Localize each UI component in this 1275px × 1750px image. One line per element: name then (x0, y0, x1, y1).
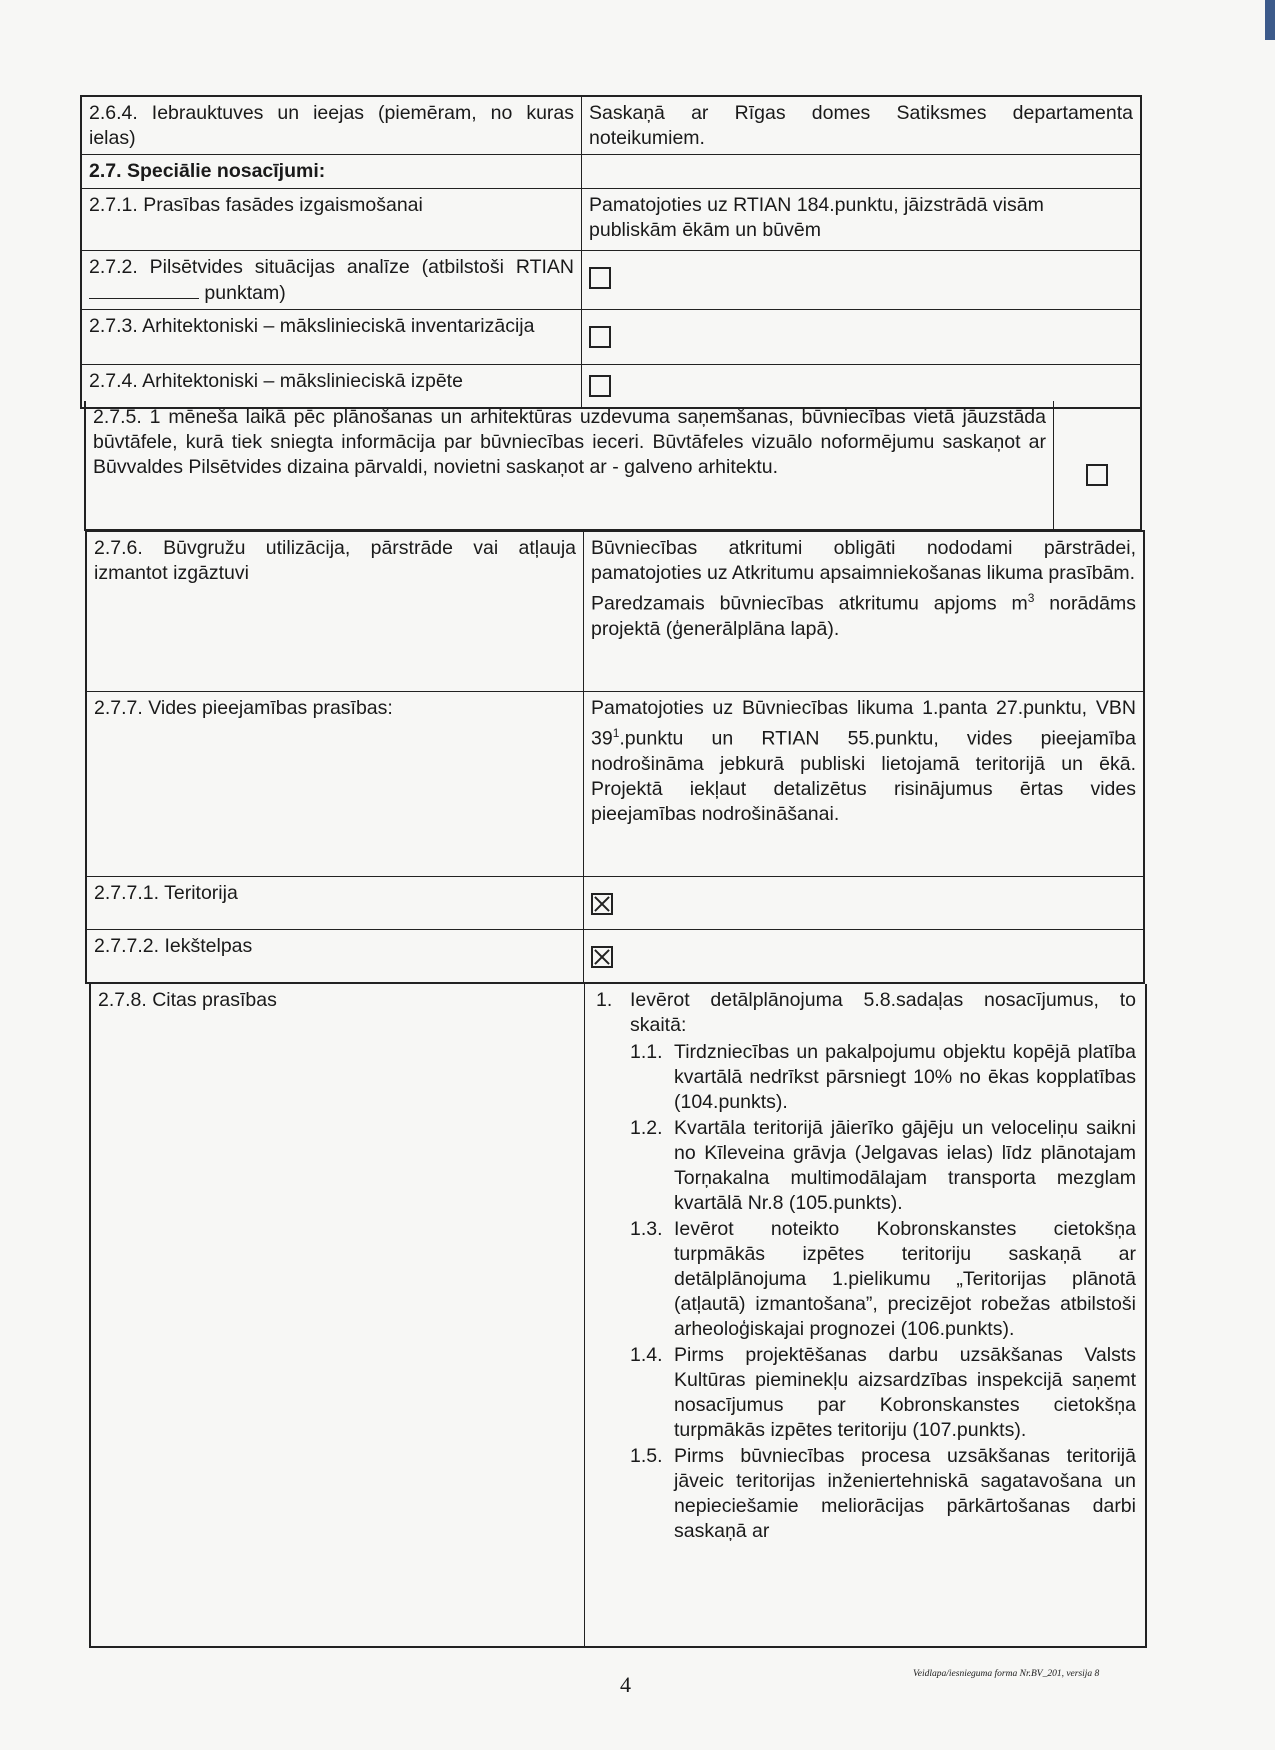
table-row-2-7-2 (82, 251, 1141, 310)
table-row-2-6-4 (82, 97, 1141, 155)
blank-line (89, 280, 199, 299)
table-row-2-7-7-2 (87, 930, 1144, 983)
sub-list-number: 1.4. (630, 1344, 663, 1366)
table-row-2-7-7 (87, 692, 1144, 877)
superscript: 1 (612, 726, 620, 740)
row-value (582, 310, 1141, 365)
value-text-cont: norādāms projektā (ģenerālplāna lapā). (591, 592, 1136, 640)
row-label: 2.7.6. Būvgružu utilizācija, pārstrāde vai atļauja izmantot izgāztuvi (87, 532, 584, 692)
table-row-2-7-6 (87, 532, 1144, 692)
section-heading (82, 155, 582, 189)
sub-list-number: 1.2. (630, 1117, 663, 1139)
row-value (582, 251, 1141, 310)
sub-list-item (630, 1116, 1136, 1216)
table-part-3 (85, 530, 1145, 984)
value-paragraph-1: Būvniecības atkritumi obligāti nododami pārstrādei, pamatojoties uz Atkritumu apsaimniekošanas likuma prasībām. (591, 537, 1136, 584)
table-part-2 (84, 401, 1142, 531)
table-row-2-7-8 (91, 984, 1146, 1647)
sub-list-text: Pirms projektēšanas darbu uzsākšanas Valsts Kultūras pieminekļu aizsardzības inspekcijā saņemt nosacījumus par Kobronskanstes cietokšņa turpmākās izpētes teritoriju (107.punkts). (674, 1344, 1136, 1441)
sub-list-item (630, 1444, 1136, 1544)
table-row-2-7-5 (86, 401, 1141, 529)
page-number: 4 (620, 1672, 631, 1697)
checkbox-checked[interactable] (591, 893, 613, 915)
sub-list-item (630, 1217, 1136, 1342)
list-item (596, 988, 1136, 1544)
row-label: 2.7.7.1. Teritorija (87, 877, 584, 930)
value-paragraph-2 (591, 586, 1136, 642)
form-reference: Veidlapa/iesnieguma forma Nr.BV_201, versija 8 (913, 1669, 1100, 1679)
table-row-2-7 (82, 155, 1141, 189)
value-text-cont: .punktu un RTIAN 55.punktu, vides pieejamība nodrošināma jebkurā publiski lietojamā teritorijā un ēkā. Projektā iekļaut detalizētus risinājumus ērtas vides pieejamības nodrošināšanai. (591, 727, 1136, 825)
row-label: 2.7.7. Vides pieejamības prasības: (87, 692, 584, 877)
row-label: 2.7.1. Prasības fasādes izgaismošanai (82, 189, 582, 251)
row-value (584, 532, 1144, 692)
table-row-2-7-7-1 (87, 877, 1144, 930)
table-row-2-7-1 (82, 189, 1141, 251)
checkbox[interactable] (589, 326, 611, 348)
sub-list (630, 1040, 1136, 1544)
list-number: 1. (596, 989, 613, 1011)
row-label: 2.7.5. 1 mēneša laikā pēc plānošanas un arhitektūras uzdevuma saņemšanas, būvniecības vietā jāuzstāda būvtāfele, kurā tiek sniegta informācija par būvniecības ieceri. Būvtāfeles vizuālo noformējumu saskaņot ar Būvvaldes Pilsētvides dizaina pārvaldi, novietni saskaņot ar - galveno arhitektu. (86, 401, 1054, 529)
row-value-empty (582, 155, 1141, 189)
table-part-4 (89, 984, 1147, 1648)
row-label: 2.6.4. Iebrauktuves un ieejas (piemēram, no kuras ielas) (82, 97, 582, 155)
sub-list-number: 1.5. (630, 1445, 663, 1467)
row-label (82, 251, 582, 310)
value-text: Paredzamais būvniecības atkritumu apjoms m (591, 592, 1028, 615)
row-value (584, 930, 1144, 983)
sub-list-number: 1.3. (630, 1218, 663, 1240)
table-row-2-7-3 (82, 310, 1141, 365)
checkbox-checked[interactable] (591, 946, 613, 968)
table-part-1 (80, 95, 1142, 409)
sub-list-text: Tirdzniecības un pakalpojumu objektu kopējā platība kvartālā nedrīkst pārsniegt 10% no ēkas kopplatības (104.punkts). (674, 1041, 1136, 1113)
row-value (1054, 401, 1141, 529)
sub-list-text: Kvartāla teritorijā jāierīko gājēju un veloceliņu saikni no Kīleveina grāvja (Jelgavas ielas) līdz plānotajam Torņakalna multimodālajam transporta mezglam kvartālā Nr.8 (105.punkts). (674, 1117, 1136, 1214)
superscript: 3 (1027, 591, 1035, 605)
list-item-text: Ievērot detālplānojuma 5.8.sadaļas nosacījumus, to skaitā: (630, 989, 1136, 1036)
row-value: Saskaņā ar Rīgas domes Satiksmes departamenta noteikumiem. (582, 97, 1141, 155)
row-value: Pamatojoties uz RTIAN 184.punktu, jāizstrādā visām publiskām ēkām un būvēm (582, 189, 1141, 251)
section-heading-text: 2.7. Speciālie nosacījumi: (89, 160, 326, 182)
row-label: 2.7.3. Arhitektoniski – mākslinieciskā inventarizācija (82, 310, 582, 365)
sub-list-text: Pirms būvniecības procesa uzsākšanas teritorijā jāveic teritorijas inženiertehniskā sagatavošana un nepieciešamie meliorācijas pārkārtošanas darbi saskaņā ar (674, 1445, 1136, 1542)
row-label: 2.7.7.2. Iekštelpas (87, 930, 584, 983)
row-value (585, 984, 1146, 1647)
row-label-part-1: 2.7.2. Pilsētvides situācijas analīze (atbilstoši RTIAN (89, 256, 574, 278)
sub-list-text: Ievērot noteikto Kobronskanstes cietokšņa turpmākās izpētes teritoriju saskaņā ar detālplānojuma 1.pielikumu „Teritorijas plānotā (atļautā) izmantošana”, precizējot robežas atbilstoši arheoloģiskajai prognozei (106.punkts). (674, 1218, 1136, 1340)
row-label: 2.7.4. Arhitektoniski – mākslinieciskā izpēte (82, 365, 582, 408)
sub-list-number: 1.1. (630, 1041, 663, 1063)
checkbox[interactable] (1086, 464, 1108, 486)
checkbox[interactable] (589, 267, 611, 289)
row-label-part-2: punktam) (204, 282, 286, 304)
row-value (584, 877, 1144, 930)
scan-edge (1265, 0, 1275, 40)
checkbox[interactable] (589, 375, 611, 397)
row-label: 2.7.8. Citas prasības (91, 984, 585, 1647)
sub-list-item (630, 1343, 1136, 1443)
value-text: Pamatojoties uz Būvniecības likuma 1.panta 27.punktu, VBN 39 (591, 697, 1136, 750)
sub-list-item (630, 1040, 1136, 1115)
row-value (584, 692, 1144, 877)
